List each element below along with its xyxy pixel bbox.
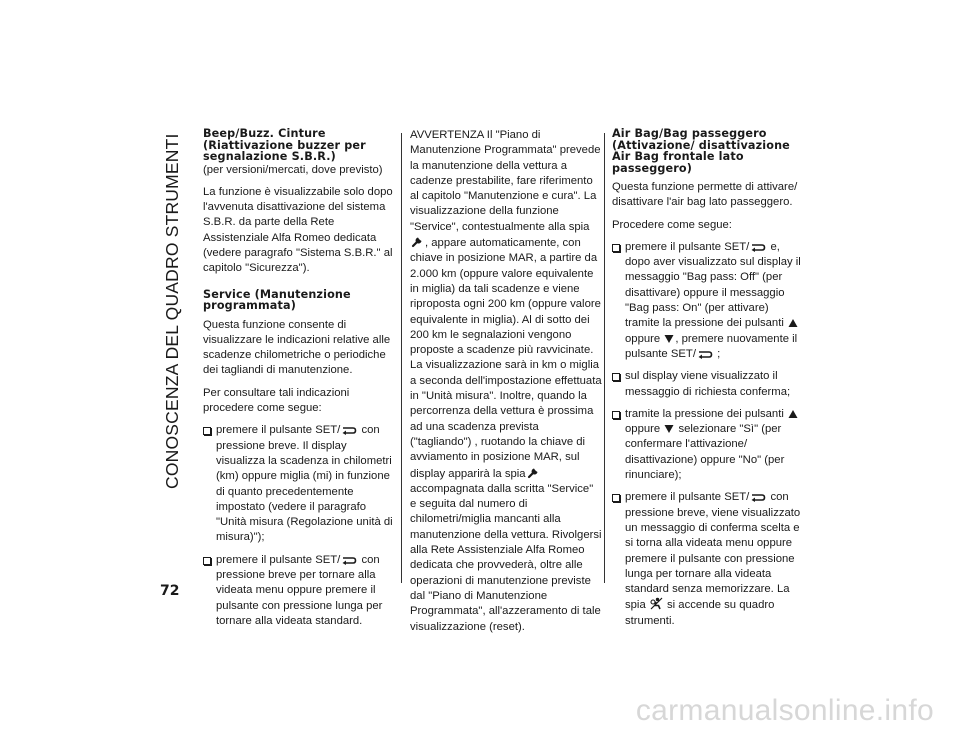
column-divider-right	[604, 133, 605, 583]
wrench-icon	[527, 466, 540, 479]
column-3	[612, 128, 802, 636]
return-arrow-icon	[341, 556, 357, 565]
paragraph: Procedere come segue:	[612, 218, 732, 231]
paragraph: Questa funzione consente di visualizzare le indicazioni relative alle scadenze chilometriche o periodiche dei tagliandi di manutenzione.	[203, 318, 391, 377]
heading-service: Service (Manutenzione programmata)	[203, 287, 351, 313]
list-item: premere il pulsante SET/ con pressione breve per tornare alla videata menu oppure premere il pulsante con pressione lunga per tornare alla videata standard.	[203, 553, 395, 629]
watermark: carmanualsonline.info	[635, 694, 934, 727]
column-2	[410, 128, 602, 642]
list-item: premere il pulsante SET/ e, dopo aver visualizzato sul display il messaggio "Bag pass: Off" (per disattivare) oppure il messaggio "Bag pass: On" (per attivare) tramite la pressione dei pulsanti oppure , premere nuovamente il pulsante SET/ ;	[612, 240, 802, 362]
instruction-list	[203, 423, 395, 629]
passenger-airbag-off-icon	[650, 597, 663, 610]
instruction-list	[612, 240, 802, 629]
list-item: tramite la pressione dei pulsanti oppure selezionare "Sì" (per confermare l'attivazione/ disattivazione) oppure "No" (per rinunciare);	[612, 407, 802, 483]
column-1	[203, 128, 395, 636]
page-number: 72	[160, 583, 180, 599]
paragraph: La funzione è visualizzabile solo dopo l'avvenuta disattivazione del sistema S.B.R. da parte della Rete Assistenziale Alfa Romeo dedicata (vedere paragrafo "Sistema S.B.R." al capitolo "Sicurezza").	[203, 185, 393, 275]
heading-beep-buzz: Beep/Buzz. Cinture (Riattivazione buzzer per segnalazione S.B.R.)	[203, 127, 366, 163]
return-arrow-icon	[341, 426, 357, 435]
list-item: premere il pulsante SET/ con pressione breve, viene visualizzato un messaggio di conferma scelta e si torna alla videata menu oppure premere il pulsante con pressione lunga per tornare alla videata standard senza memorizzare. La spia si accende su quadro strumenti.	[612, 490, 802, 629]
paragraph: Questa funzione permette di attivare/ disattivare l'air bag lato passeggero.	[612, 181, 798, 209]
column-divider-left	[401, 133, 402, 583]
down-triangle-icon	[664, 424, 674, 434]
up-triangle-icon	[788, 318, 798, 328]
warning-paragraph: AVVERTENZA Il "Piano di Manutenzione Programmata" prevede la manutenzione della vettura a cadenze prestabilite, fare riferimento al capitolo "Manutenzione e cura". La visualizzazione della funzione "Service", contestualmente alla spia, appare automaticamente, con chiave in posizione MAR, a partire da 2.000 km (oppure valore equivalente in miglia) da tali scadenze e viene riproposta ogni 200 km (oppure valore equivalente in miglia). Al di sotto dei 200 km le segnalazioni vengono proposte a scadenze più ravvicinate. La visualizzazione sarà in km o miglia a seconda dell'impostazione effettuata in "Unità misura". Inoltre, quando la percorrenza della vettura è prossima ad una scadenza prevista ("tagliando") , ruotando la chiave di avviamento in posizione MAR, sul display apparirà la spia accompagnata dalla scritta "Service" e seguita dal numero di chilometri/miglia mancanti alla manutenzione della vettura. Rivolgersi alla Rete Assistenziale Alfa Romeo dedicata che provvederà, oltre alle operazioni di manutenzione previste dal "Piano di Manutenzione Programmata", all'azzeramento di tale visualizzazione (reset).	[410, 129, 602, 633]
return-arrow-icon	[750, 493, 766, 502]
up-triangle-icon	[788, 409, 798, 419]
wrench-icon	[411, 235, 424, 248]
section-side-title: CONOSCENZA DEL QUADRO STRUMENTI	[162, 133, 182, 489]
down-triangle-icon	[664, 334, 674, 344]
return-arrow-icon	[697, 350, 713, 359]
paragraph: Per consultare tali indicazioni procedere come segue:	[203, 386, 350, 415]
list-item: premere il pulsante SET/ con pressione breve. Il display visualizza la scadenza in chilometri (km) oppure miglia (mi) in funzione di quanto precedentemente impostato (vedere il paragrafo "Unità misura (Regolazione unità di misura)");	[203, 423, 395, 545]
list-item: sul display viene visualizzato il messaggio di richiesta conferma;	[612, 369, 802, 400]
return-arrow-icon	[750, 243, 766, 252]
heading-airbag: Air Bag/Bag passeggero (Attivazione/ disattivazione Air Bag frontale lato passeggero)	[612, 127, 790, 175]
heading-note: (per versioni/mercati, dove previsto)	[203, 163, 383, 176]
